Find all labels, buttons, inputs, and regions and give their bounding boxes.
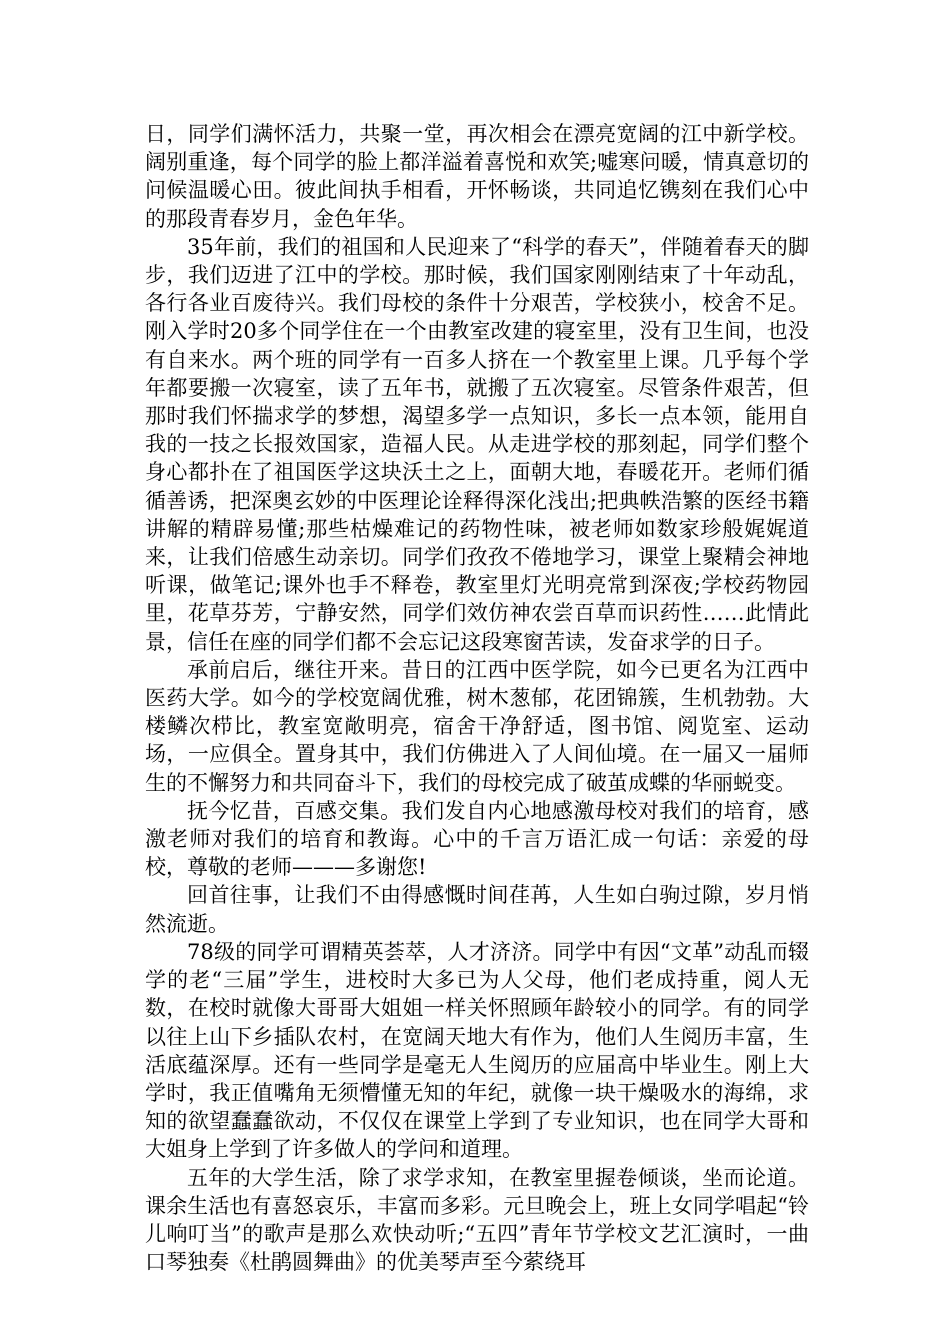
paragraph-5: 回首往事，让我们不由得感慨时间荏苒，人生如白驹过隙，岁月悄然流逝。: [145, 883, 809, 936]
paragraph-3: 承前启后，继往开来。昔日的江西中医学院，如今已更名为江西中医药大学。如今的学校宽阔优雅，树木葱郁，花团锦簇，生机勃勃。大楼鳞次栉比，教室宽敞明亮，宿舍干净舒适，图书馆、阅览室、运动场，一应俱全。置身其中，我们仿佛进入了人间仙境。在一届又一届师生的不懈努力和共同奋斗下，我们的母校完成了破茧成蝶的华丽蜕变。: [145, 657, 809, 795]
document-body: [145, 120, 809, 1276]
paragraph-7: 五年的大学生活，除了求学求知，在教室里握卷倾谈，坐而论道。课余生活也有喜怒哀乐，丰富而多彩。元旦晚会上，班上女同学唱起“铃儿响叮当”的歌声是那么欢快动听;“五四”青年节学校文艺汇演时，一曲口琴独奏《杜鹃圆舞曲》的优美琴声至今萦绕耳: [145, 1165, 809, 1275]
paragraph-2: 35年前，我们的祖国和人民迎来了“科学的春天”，伴随着春天的脚步，我们迈进了江中的学校。那时候，我们国家刚刚结束了十年动乱，各行各业百废待兴。我们母校的条件十分艰苦，学校狭小，校舍不足。刚入学时20多个同学住在一个由教室改建的寝室里，没有卫生间，也没有自来水。两个班的同学有一百多人挤在一个教室里上课。几乎每个学年都要搬一次寝室，读了五年书，就搬了五次寝室。尽管条件艰苦，但那时我们怀揣求学的梦想，渴望多学一点知识，多长一点本领，能用自我的一技之长报效国家，造福人民。从走进学校的那刻起，同学们整个身心都扑在了祖国医学这块沃土之上，面朝大地，春暖花开。老师们循循善诱，把深奥玄妙的中医理论诠释得深化浅出;把典帙浩繁的医经书籍讲解的精辟易懂;那些枯燥难记的药物性味，被老师如数家珍般娓娓道来，让我们倍感生动亲切。同学们孜孜不倦地学习，课堂上聚精会神地听课，做笔记;课外也手不释卷，教室里灯光明亮常到深夜;学校药物园里，花草芬芳，宁静安然，同学们效仿神农尝百草而识药性……此情此景，信任在座的同学们都不会忘记这段寒窗苦读，发奋求学的日子。: [145, 234, 809, 654]
paragraph-6: 78级的同学可谓精英荟萃，人才济济。同学中有因“文革”动乱而辍学的老“三届”学生，进校时大多已为人父母，他们老成持重，阅人无数，在校时就像大哥哥大姐姐一样关怀照顾年龄较小的同学。有的同学以往上山下乡插队农村，在宽阔天地大有作为，他们人生阅历丰富，生活底蕴深厚。还有一些同学是毫无人生阅历的应届高中毕业生。刚上大学时，我正值嘴角无须懵懂无知的年纪，就像一块干燥吸水的海绵，求知的欲望蠢蠢欲动，不仅仅在课堂上学到了专业知识，也在同学大哥和大姐身上学到了许多做人的学问和道理。: [145, 939, 809, 1162]
paragraph-1: 日，同学们满怀活力，共聚一堂，再次相会在漂亮宽阔的江中新学校。阔别重逢，每个同学的脸上都洋溢着喜悦和欢笑;嘘寒问暖，情真意切的问候温暖心田。彼此间执手相看，开怀畅谈，共同追忆镌刻在我们心中的那段青春岁月，金色年华。: [145, 122, 809, 231]
paragraph-4: 抚今忆昔，百感交集。我们发自内心地感激母校对我们的培育，感激老师对我们的培育和教诲。心中的千言万语汇成一句话：亲爱的母校，尊敬的老师———多谢您!: [145, 798, 809, 880]
